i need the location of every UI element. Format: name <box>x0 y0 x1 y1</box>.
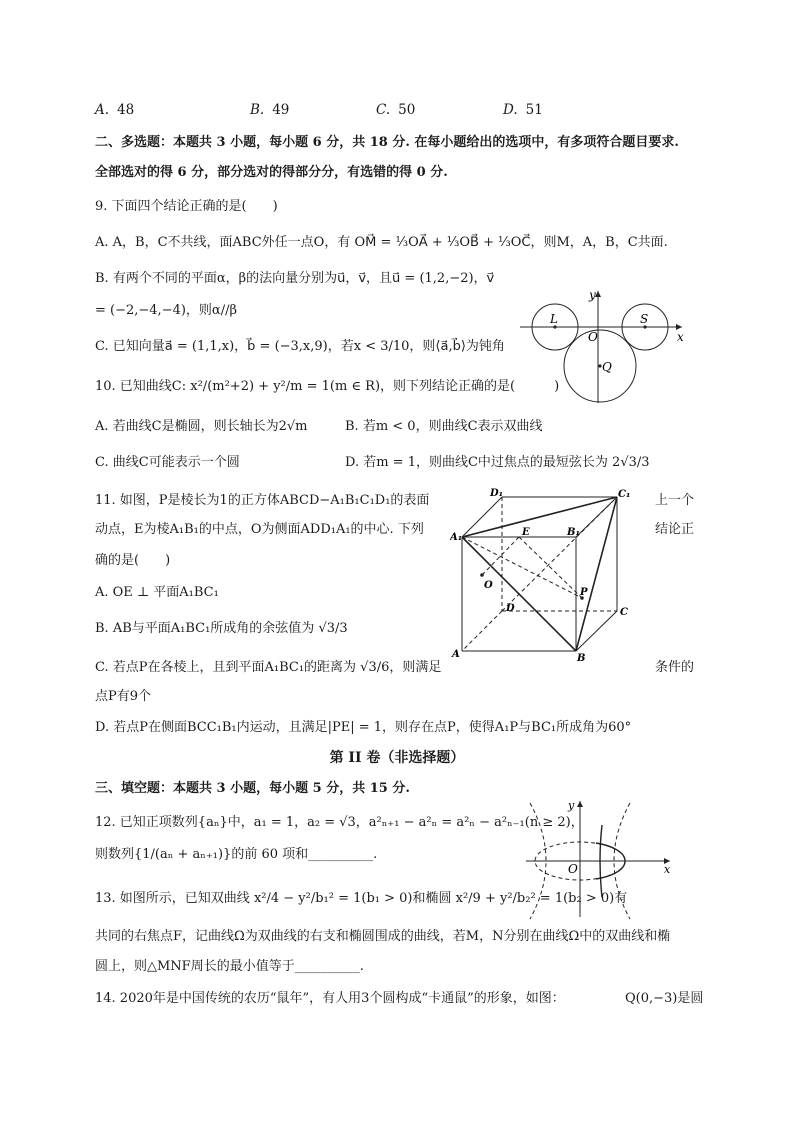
q11-stem-line2: 动点，E为棱A₁B₁的中点，O为侧面ADD₁A₁的中心. 下列 <box>95 522 424 537</box>
q10-option-c: C. 曲线C可能表示一个圆 <box>95 455 240 470</box>
q13-line2: 共同的右焦点F，记曲线Ω为双曲线的右支和椭圆围成的曲线，若M，N分别在曲线Ω中的双曲线和椭 <box>95 929 671 944</box>
svg-text:y: y <box>568 799 575 812</box>
svg-text:O: O <box>568 862 578 876</box>
svg-text:C: C <box>620 607 628 618</box>
option-c: C. 50 <box>376 102 416 118</box>
q11-option-a: A. OE ⊥ 平面A₁BC₁ <box>95 585 219 600</box>
svg-text:D: D <box>506 603 515 614</box>
svg-text:A: A <box>452 649 460 660</box>
svg-text:P: P <box>580 587 588 598</box>
q11-stem-line1-right: 上一个 <box>655 493 695 508</box>
svg-text:O: O <box>484 580 493 591</box>
q9-option-c: C. 已知向量a⃗ = (1,1,x)，b⃗ = (−3,x,9)，若x < 3/10，则⟨a⃗,b⃗⟩为钝角 <box>95 339 505 354</box>
option-d: D. 51 <box>503 102 543 118</box>
label-x: x <box>677 330 684 344</box>
q11-option-c-right: 条件的 <box>655 660 695 675</box>
q13-line1: 13. 如图所示，已知双曲线 x²/4 − y²/b₁² = 1(b₁ > 0)和椭圆 x²/9 + y²/b₂² = 1(b₂ > 0)有 <box>95 891 628 906</box>
q11-option-b: B. AB与平面A₁BC₁所成角的余弦值为 √3/3 <box>95 621 348 636</box>
q12-line1: 12. 已知正项数列{aₙ}中，a₁ = 1，a₂ = √3，a²ₙ₊₁ − a²ₙ = a²ₙ − a²ₙ₋₁(n ≥ 2)， <box>95 815 584 830</box>
q11-stem-line1: 11. 如图，P是棱长为1的正方体ABCD−A₁B₁C₁D₁的表面 <box>95 493 430 508</box>
q11-stem-line2-right: 结论正 <box>655 522 695 537</box>
q11-option-c: C. 若点P在各棱上，且到平面A₁BC₁的距离为 √3/6，则满足 <box>95 660 442 675</box>
q14-line1: 14. 2020年是中国传统的农历“鼠年”，有人用3个圆构成“卡通鼠”的形象，如图： <box>95 991 565 1006</box>
q13-line3: 圆上，则△MNF周长的最小值等于__________. <box>95 959 364 974</box>
label-s: S <box>640 312 649 326</box>
label-o: O <box>588 330 598 344</box>
q9-option-a: A. A，B，C不共线，面ABC外任一点O，有 OM⃗ = ⅓OA⃗ + ⅓OB⃗ + ⅓OC⃗，则M，A，B，C共面. <box>95 235 668 250</box>
option-b: B. 49 <box>250 102 290 118</box>
label-y: y <box>589 288 596 302</box>
svg-text:C₁: C₁ <box>618 489 631 500</box>
svg-text:E: E <box>522 527 530 538</box>
cube-figure <box>450 485 650 665</box>
svg-text:A₁: A₁ <box>450 532 463 543</box>
q11-option-c-cont: 点P有9个 <box>95 689 152 704</box>
section2-heading: 二、多选题：本题共 3 小题，每小题 6 分，共 18 分. 在每小题给出的选项中，有多项符合题目要求. <box>95 135 679 150</box>
q10-stem: 10. 已知曲线C: x²/(m²+2) + y²/m = 1(m ∈ R)，则下列结论正确的是( ) <box>95 379 560 394</box>
q10-option-a: A. 若曲线C是椭圆，则长轴长为2√m <box>95 419 308 434</box>
q11-option-d: D. 若点P在侧面BCC₁B₁内运动，且满足|PE| = 1，则存在点P，使得A₁P与BC₁所成角为60° <box>95 720 632 735</box>
q11-stem-line3: 确的是( ) <box>95 553 171 568</box>
q10-option-d: D. 若m = 1，则曲线C中过焦点的最短弦长为 2√3/3 <box>345 455 650 470</box>
q14-line1-right: Q(0,−3)是圆 <box>625 991 704 1006</box>
svg-text:B: B <box>577 653 586 664</box>
section2-note: 全部选对的得 6 分，部分选对的得部分分，有选错的得 0 分. <box>95 165 448 180</box>
q10-option-b: B. 若m < 0，则曲线C表示双曲线 <box>345 419 543 434</box>
label-q: Q <box>602 360 612 374</box>
q12-line2: 则数列{1/(aₙ + aₙ₊₁)}的前 60 项和__________. <box>95 847 378 862</box>
svg-text:x: x <box>664 863 671 876</box>
q9-stem: 9. 下面四个结论正确的是( ) <box>95 199 278 214</box>
q9-option-b: B. 有两个不同的平面α，β的法向量分别为u⃗，v⃗，且u⃗ = (1,2,−2)，v⃗ <box>95 271 495 286</box>
svg-text:D₁: D₁ <box>490 488 504 499</box>
part2-title: 第 II 卷（非选择题） <box>329 750 465 766</box>
option-a: A. 48 <box>95 102 135 118</box>
q9-option-b-cont: = (−2,−4,−4)，则α//β <box>95 303 237 318</box>
label-l: L <box>550 312 558 326</box>
section3-heading: 三、填空题：本题共 3 小题，每小题 5 分，共 15 分. <box>95 781 410 796</box>
svg-text:B₁: B₁ <box>567 527 580 538</box>
